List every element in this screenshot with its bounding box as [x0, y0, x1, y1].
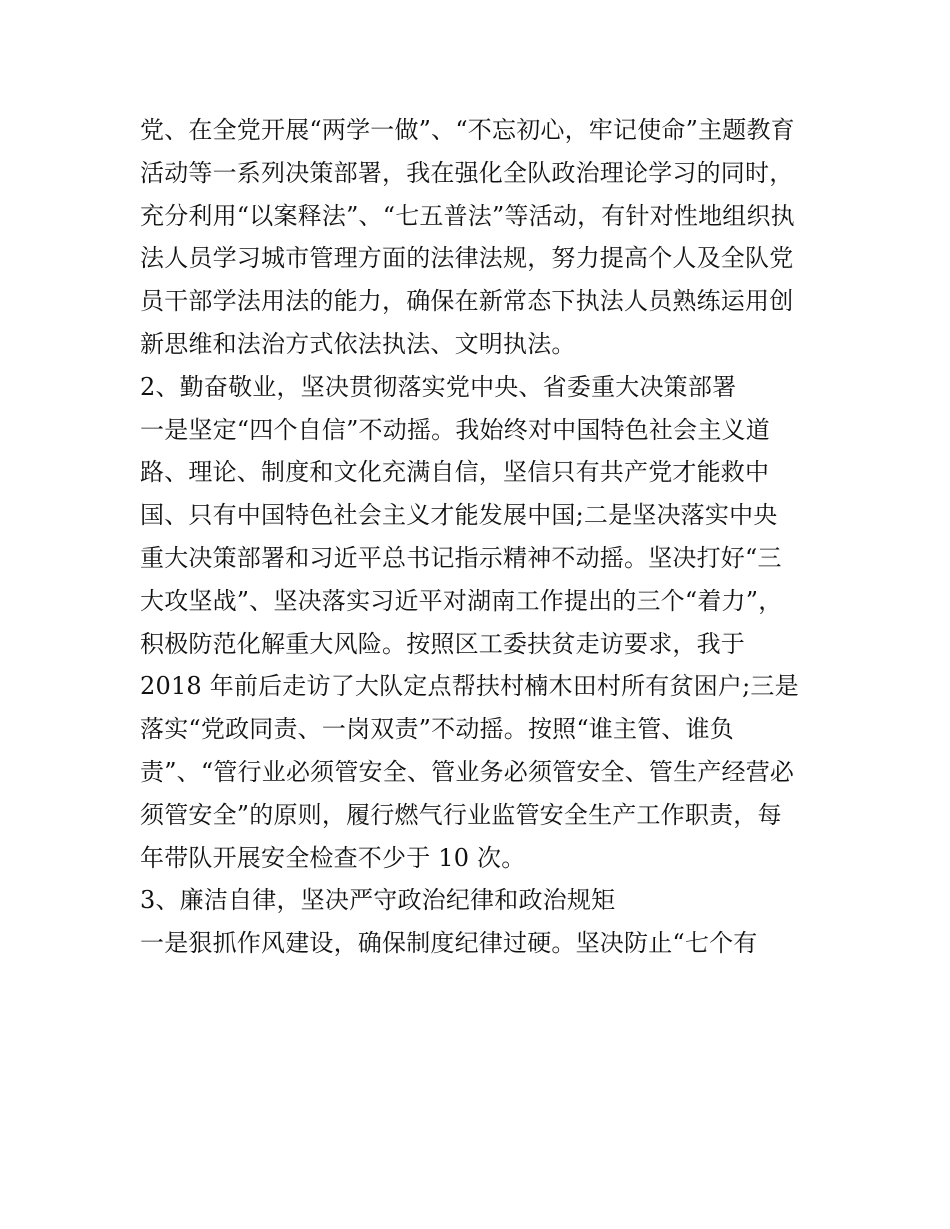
- text-line: 国、只有中国特色社会主义才能发展中国;二是坚决落实中央: [140, 501, 778, 530]
- text-line: 年带队开展安全检查不少于 10 次。: [140, 843, 526, 872]
- text-line: 党、在全党开展“两学一做”、“不忘初心，牢记使命”主题教育: [140, 116, 795, 144]
- text-line: 2018 年前后走访了大队定点帮扶村楠木田村所有贫困户;三是: [140, 672, 799, 701]
- text-line: 充分利用“以案释法”、“七五普法”等活动，有针对性地组织执: [140, 201, 795, 230]
- text-line: 重大决策部署和习近平总书记指示精神不动摇。坚决打好“三: [140, 543, 782, 572]
- text-line: 须管安全”的原则，履行燃气行业监管安全生产工作职责，每: [140, 800, 782, 829]
- text-line: 活动等一系列决策部署，我在强化全队政治理论学习的同时，: [140, 158, 794, 187]
- document-body: [140, 109, 830, 965]
- text-line: 积极防范化解重大风险。按照区工委扶贫走访要求，我于: [140, 629, 745, 658]
- text-line: 一是坚定“四个自信”不动摇。我始终对中国特色社会主义道: [140, 415, 770, 444]
- section-heading: 3、廉洁自律，坚决严守政治纪律和政治规矩: [140, 886, 616, 915]
- section-heading: 2、勤奋敬业，坚决贯彻落实党中央、省委重大决策部署: [140, 372, 737, 401]
- text-line: 路、理论、制度和文化充满自信，坚信只有共产党才能救中: [140, 458, 770, 487]
- text-line: 新思维和法治方式依法执法、文明执法。: [140, 329, 576, 358]
- text-line: 责”、“管行业必须管安全、管业务必须管安全、管生产经营必: [140, 757, 795, 786]
- text-line: 法人员学习城市管理方面的法律法规，努力提高个人及全队党: [140, 244, 794, 273]
- text-line: 员干部学法用法的能力，确保在新常态下执法人员熟练运用创: [140, 287, 794, 316]
- text-line: 落实“党政同责、一岗双责”不动摇。按照“谁主管、谁负: [140, 715, 735, 744]
- text-line: 一是狠抓作风建设，确保制度纪律过硬。坚决防止“七个有: [140, 929, 758, 958]
- text-line: 大攻坚战”、坚决落实习近平对湖南工作提出的三个“着力”，: [140, 586, 783, 615]
